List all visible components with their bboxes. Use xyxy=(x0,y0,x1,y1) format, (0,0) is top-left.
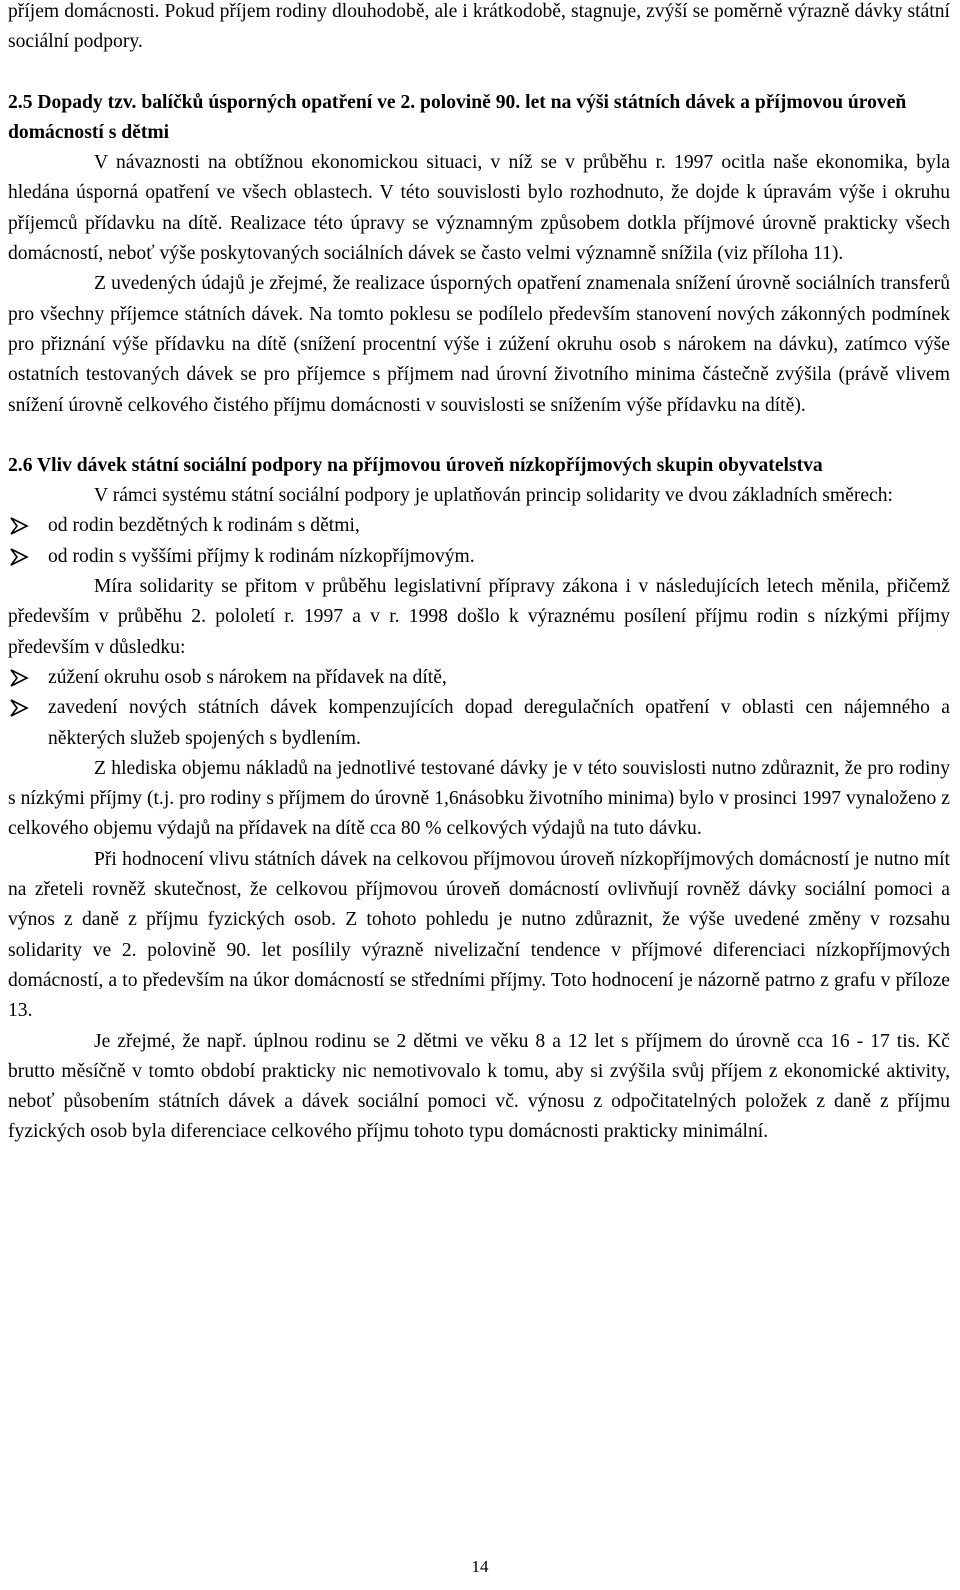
section-2-6-paragraph-3: Z hlediska objemu nákladů na jednotlivé testované dávky je v této souvislosti nutno zdůraznit, že pro rodiny s nízkými příjmy (t.j. pro rodiny s příjmem do úrovně 1,6násobku životního minima) bylo v prosinci 1997 vynaloženo z celkového objemu výdajů na přídavek na dítě cca 80 % celkových výdajů na tuto dávku. xyxy=(8,757,950,840)
intro-paragraph: příjem domácnosti. Pokud příjem rodiny dlouhodobě, ale i krátkodobě, stagnuje, zvýší se poměrně výrazně dávky státní sociální podpory. xyxy=(8,1,950,53)
section-2-5-paragraph-1: V návaznosti na obtížnou ekonomickou situaci, v níž se v průběhu r. 1997 ocitla naše ekonomika, byla hledána úsporná opatření ve všech oblastech. V této souvislosti bylo rozhodnuto, že dojde k úpravám výše i okruhu příjemců přídavku na dítě. Realizace této úpravy se významným způsobem dotkla příjmové úrovně prakticky všech domácností, neboť výše poskytovaných sociálních dávek se často velmi významně snížila (viz příloha 11). xyxy=(8,152,950,265)
list-item-text: od rodin s vyššími příjmy k rodinám nízkopříjmovým. xyxy=(48,545,475,567)
section-2-6-paragraph-1: V rámci systému státní sociální podpory je uplatňován princip solidarity ve dvou základních směrech: xyxy=(94,485,893,507)
arrowhead-bullet-icon xyxy=(8,667,30,689)
section-spacer xyxy=(8,421,950,451)
list-item xyxy=(8,511,950,541)
list-item xyxy=(8,693,950,754)
arrowhead-bullet-icon xyxy=(8,697,30,719)
list-item xyxy=(8,542,950,572)
section-spacer xyxy=(8,58,950,88)
consequences-list xyxy=(8,663,950,754)
document-body xyxy=(8,0,950,1148)
section-heading-2-5: 2.5 Dopady tzv. balíčků úsporných opatření ve 2. polovině 90. let na výši státních dávek a příjmovou úroveň domácností s dětmi xyxy=(8,91,907,143)
arrowhead-bullet-icon xyxy=(8,546,30,568)
section-2-5-paragraph-2: Z uvedených údajů je zřejmé, že realizace úsporných opatření znamenala snížení úrovně sociálních transferů pro všechny příjemce státních dávek. Na tomto poklesu se podílelo především stanovení nových zákonných podmínek pro přiznání výše přídavku na dítě (snížení procentní výše i zúžení okruhu osob s nárokem na dávku), zatímco výše ostatních testovaných dávek se pro příjemce s příjmem nad úrovní životního minima částečně zvýšila (právě vlivem snížení úrovně celkového čistého příjmu domácnosti v souvislosti se snížením výše přídavku na dítě). xyxy=(8,273,950,416)
solidarity-directions-list xyxy=(8,511,950,572)
list-item-text: od rodin bezdětných k rodinám s dětmi, xyxy=(48,515,360,537)
section-heading-2-6: 2.6 Vliv dávek státní sociální podpory na příjmovou úroveň nízkopříjmových skupin obyvatelstva xyxy=(8,454,823,476)
arrowhead-bullet-icon xyxy=(8,515,30,537)
list-item-text: zavedení nových státních dávek kompenzujících dopad deregulačních opatření v oblasti cen nájemného a některých služeb spojených s bydlením. xyxy=(48,697,950,749)
section-2-6-paragraph-4: Při hodnocení vlivu státních dávek na celkovou příjmovou úroveň nízkopříjmových domácností je nutno mít na zřeteli rovněž skutečnost, že celkovou příjmovou úroveň domácností ovlivňují rovněž dávky sociální pomoci a výnos z daně z příjmu fyzických osob. Z tohoto pohledu je nutno zdůraznit, že výše uvedené změny v rozsahu solidarity ve 2. polovině 90. let posílily výrazně nivelizační tendence v příjmové diferenciaci nízkopříjmových domácností, a to především na úkor domácností se středními příjmy. Toto hodnocení je názorně patrno z grafu v příloze 13. xyxy=(8,848,950,1022)
section-2-6-paragraph-5: Je zřejmé, že např. úplnou rodinu se 2 dětmi ve věku 8 a 12 let s příjmem do úrovně cca 16 - 17 tis. Kč brutto měsíčně v tomto období prakticky nic nemotivovalo k tomu, aby si zvýšila svůj příjem z ekonomické aktivity, neboť působením státních dávek a dávek sociální pomoci vč. výnosu z odpočitatelných položek z daně z příjmu fyzických osob byla diferenciace celkového příjmu tohoto typu domácnosti prakticky minimální. xyxy=(8,1030,950,1143)
section-2-6-paragraph-2: Míra solidarity se přitom v průběhu legislativní přípravy zákona i v následujících letech měnila, přičemž především v průběhu 2. pololetí r. 1997 a v r. 1998 došlo k výraznému posílení příjmu rodin s nízkými příjmy především v důsledku: xyxy=(8,576,950,658)
list-item xyxy=(8,663,950,693)
list-item-text: zúžení okruhu osob s nárokem na přídavek na dítě, xyxy=(48,666,447,688)
page-number: 14 xyxy=(471,1557,489,1576)
